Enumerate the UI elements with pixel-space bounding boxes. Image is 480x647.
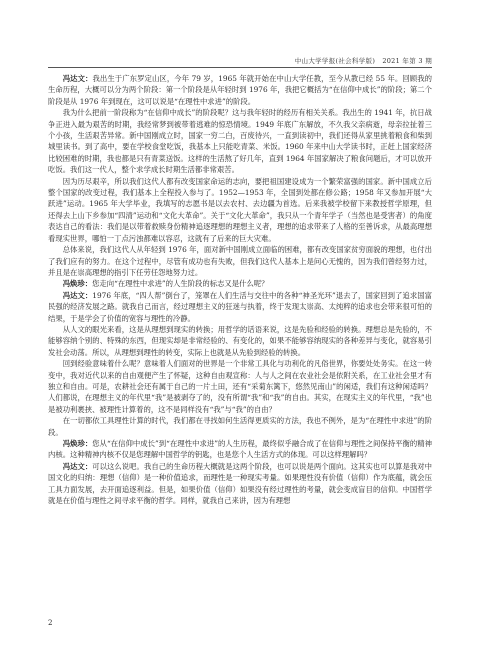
paragraph-text: 可以这么说吧。我自己的生命历程大概就是这两个阶段，也可以说是两个面向。这其实也可以算是我对中国文化的归纳：理想（信仰）是一种价值追求，而理性是一种现实考量。如果理性没有价值（信仰）作为底蕴，就会压工具力面发展，去开面追逐利益。但是，如果价值（信仰）如果没有经过理性的考量，就会变成盲目的信仰。中国哲学就是在价值与理性之间寻求平衡的哲学。同样，就我自己来讲，因为有理想 bbox=[48, 461, 432, 506]
speaker-name: 冯焕珍： bbox=[62, 279, 93, 289]
speaker-name: 冯焕珍： bbox=[62, 439, 93, 448]
speaker-name: 冯达文： bbox=[62, 461, 93, 471]
running-header bbox=[0, 56, 432, 65]
paragraph-text: 总体来说，我们这代人从年轻到 1976 年，面对新中国刚成立面临的困难，都有改变国家贫穷面貌的理想，也付出了我们应有的努力。在这个过程中，尽管有成功也有失败，但我们这代人基本上是问心无愧的，因为我们曾经努力过，并且是在崇高理想的指引下任劳任怨地努力过。 bbox=[48, 245, 432, 277]
paragraph bbox=[48, 176, 432, 244]
paragraph bbox=[48, 278, 432, 289]
journal-title: 中山大学学报(社会科学版) bbox=[294, 57, 376, 65]
paragraph bbox=[48, 438, 432, 461]
paragraph-text: 回到经验意味着什么呢？意味着人们面对的世界是一个非常工具化与功利化的凡俗世界，你要处处务实。在这一转变中，我对近代以来的自由观便产生了怀疑，这种自由观宣称：人与人之间在农业社会是依附关系，在工业社会里才有独立和自由。可是，农耕社会还有属于自己的一片土田，还有“采菊东篱下，悠然见南山”的闲适，我们有这种闲适吗？人们都说，在理想主义的年代里“我”是被剥夺了的，没有所谓“我”和“我”的自由。其实，在现实主义的年代里，“我”也是被功利裹挟、被理性计算着的，这不是同样没有“我”与“我”的自由？ bbox=[48, 359, 432, 414]
paragraph bbox=[48, 461, 432, 507]
paragraph-text: 我出生于广东罗定山区，今年 79 岁，1965 年就开始在中山大学任教，至今从教已经 55 年。回顾我的生命历程，大概可以分为两个阶段：第一个阶段是从年轻时到 1976 年，我把它概括为“在信仰中成长”的阶段；第二个阶段是从 1976 年到现在，这可以说是“在理性中求进”的阶段。 bbox=[48, 74, 432, 106]
paragraph-text: 从人文的眼光来看，这是从理想到现实的转换；用哲学的话语来说，这是先验和经验的转换。理想总是先验的，不能够容纳个别的、特殊的东西，但现实却是非常经验的、有变化的，如果不能够容纳现实的各种差异与变化，就容易引发社会动荡。所以，从理想到理性的转变，实际上也就是从先验到经验的转换。 bbox=[48, 324, 432, 357]
paragraph-text: 您从“在信仰中成长”到“在理性中求进”的人生历程，最终似乎融合成了在信仰与理性之间保持平衡的精神内核。这种精神内核不仅是您理解中国哲学的钥匙，也是您个人生活方式的体现。可以这样理解吗？ bbox=[48, 439, 432, 460]
paragraph-text: 1976 年底，“四人帮”倒台了，笼罩在人们生活与交往中的各种“神圣光环”退去了，国家回到了追求国富民强的经济发展之路。就我自己而言，经过理想主义的狂迷与执着，终于发现太崇高、太纯粹的追求也会带来很可怕的结果，于是学会了价值的宽容与理性的冷静。 bbox=[48, 290, 432, 323]
speaker-name: 冯达文： bbox=[62, 290, 93, 300]
paragraph bbox=[48, 290, 432, 324]
paragraph bbox=[48, 358, 432, 415]
paragraph bbox=[48, 415, 432, 438]
paragraph bbox=[48, 107, 432, 175]
article-body bbox=[48, 73, 432, 506]
paragraph-text: 因为历尽艰辛，所以我们这代人都有改变国家命运的志向，要把祖国建设成为一个繁荣富强的国家。新中国成立后整个国家的改变过程，我们基本上全程投入参与了。1952—1953 年，全国到处都在修公路；1958 年又参加开展“大跃进”运动。1965 年大学毕业，我填写的志愿书是以去农村、去边疆为首选。后来我被学校留下来教授哲学原理，但还得去上山下乡参加“四清”运动和“文化大革命”。关于“文化大革命”，我只从一个青年学子（当然也是受害者）的角度表达自己的看法：我们是以带着救赎身份精神追逐理想的理想主义者，理想的追求带来了人格的至善诉求，从最高理想看现实世界，哪怕一丁点污浊都难以容忍，这就有了后来的巨大灾难。 bbox=[48, 176, 432, 243]
issue-label: 2021 年第 3 期 bbox=[382, 57, 432, 65]
page-number: 2 bbox=[48, 619, 53, 627]
speaker-name: 冯达文： bbox=[62, 74, 93, 83]
paragraph bbox=[48, 324, 432, 358]
paragraph bbox=[48, 73, 432, 107]
paragraph-text: 我为什么把前一阶段称为“在信仰中成长”的阶段呢？这与我年轻时的经历有相关关系。我出生的 1941 年，抗日战争正进入最为艰苦的时期，我经常梦到被带着逃难的惊恐情境。1949 年底广东解放，不久我父亲病逝，母亲拉扯着三个小孩，生活艰苦异常。新中国刚成立时，国家一穷二白，百废待兴，一直到读初中，我们还得从家里挑着粮食和柴到城里读书。到了高中，要在学校食堂吃饭，我基本上只能吃青菜、米饭。1960 年来中山大学读书时，正赶上国家经济比较困难的时期，我也都是只有青菜送饭。这样的生活熬了好几年，直到 1964 年国家解决了粮食问题后，才可以放开吃饭。我们这一代人，整个求学成长时期生活都非常艰苦。 bbox=[48, 108, 432, 175]
header-rule bbox=[48, 67, 432, 68]
paragraph bbox=[48, 244, 432, 278]
paragraph-text: 在一切都依工具理性计算的时代，我们都在寻找如何生活得更质实的方法，我也不例外，是为“在理性中求进”的阶段。 bbox=[48, 416, 432, 437]
paragraph-text: 您走向“在理性中求进”的人生阶段的标志又是什么呢？ bbox=[92, 279, 269, 289]
